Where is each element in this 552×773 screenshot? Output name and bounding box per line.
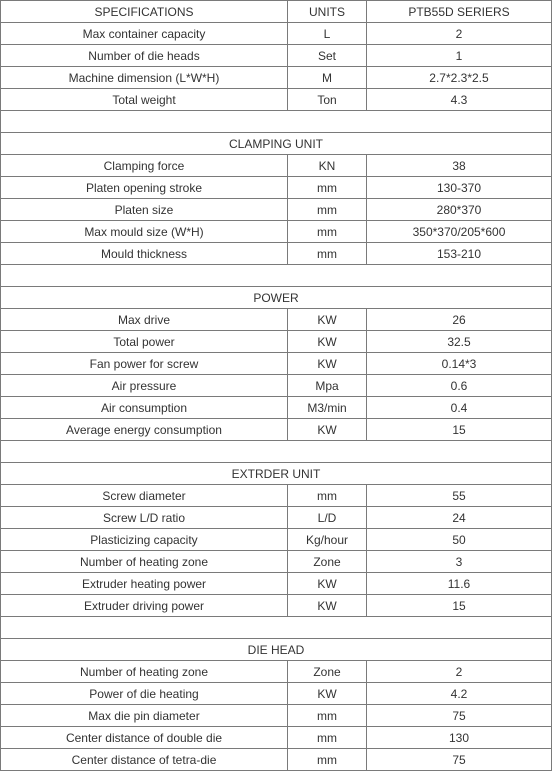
section-header-row (1, 639, 552, 661)
value-cell: 0.4 (367, 397, 552, 419)
spec-cell: Number of heating zone (1, 661, 288, 683)
table-row (1, 353, 552, 375)
spec-cell: Fan power for screw (1, 353, 288, 375)
unit-cell: mm (288, 177, 367, 199)
table-row (1, 45, 552, 67)
table-row (1, 177, 552, 199)
section-header-row (1, 133, 552, 155)
spec-cell: Air consumption (1, 397, 288, 419)
value-cell: 2.7*2.3*2.5 (367, 67, 552, 89)
spec-cell: Max die pin diameter (1, 705, 288, 727)
spec-cell: Screw diameter (1, 485, 288, 507)
table-row (1, 705, 552, 727)
spec-cell: Screw L/D ratio (1, 507, 288, 529)
table-row (1, 221, 552, 243)
spec-cell: Total power (1, 331, 288, 353)
value-cell: 38 (367, 155, 552, 177)
spacer-row (1, 441, 552, 463)
spec-cell: Plasticizing capacity (1, 529, 288, 551)
specifications-table-body (1, 1, 552, 771)
value-cell: 15 (367, 419, 552, 441)
unit-cell: mm (288, 485, 367, 507)
spec-cell: Center distance of tetra-die (1, 749, 288, 771)
table-header-row (1, 1, 552, 23)
table-row (1, 595, 552, 617)
unit-cell: L (288, 23, 367, 45)
unit-cell: mm (288, 243, 367, 265)
spec-cell: Number of heating zone (1, 551, 288, 573)
unit-cell: KW (288, 573, 367, 595)
table-row (1, 573, 552, 595)
spec-cell: Number of die heads (1, 45, 288, 67)
header-model: PTB55D SERIERS (367, 1, 552, 23)
unit-cell: KW (288, 683, 367, 705)
value-cell: 0.14*3 (367, 353, 552, 375)
spec-cell: Max container capacity (1, 23, 288, 45)
spec-cell: Power of die heating (1, 683, 288, 705)
section-header-row (1, 287, 552, 309)
spec-cell: Platen opening stroke (1, 177, 288, 199)
unit-cell: Ton (288, 89, 367, 111)
unit-cell: KW (288, 595, 367, 617)
value-cell: 2 (367, 23, 552, 45)
unit-cell: L/D (288, 507, 367, 529)
unit-cell: Mpa (288, 375, 367, 397)
spec-cell: Clamping force (1, 155, 288, 177)
table-row (1, 397, 552, 419)
value-cell: 50 (367, 529, 552, 551)
spacer-row (1, 111, 552, 133)
table-row (1, 199, 552, 221)
value-cell: 15 (367, 595, 552, 617)
table-row (1, 661, 552, 683)
spacer-row (1, 617, 552, 639)
table-row (1, 551, 552, 573)
section-title: POWER (1, 287, 552, 309)
table-row (1, 485, 552, 507)
table-row (1, 749, 552, 771)
value-cell: 153-210 (367, 243, 552, 265)
spec-cell: Average energy consumption (1, 419, 288, 441)
value-cell: 350*370/205*600 (367, 221, 552, 243)
value-cell: 75 (367, 705, 552, 727)
table-row (1, 243, 552, 265)
section-title: CLAMPING UNIT (1, 133, 552, 155)
spec-cell: Mould thickness (1, 243, 288, 265)
table-row (1, 683, 552, 705)
spec-cell: Extruder driving power (1, 595, 288, 617)
unit-cell: KW (288, 331, 367, 353)
unit-cell: Kg/hour (288, 529, 367, 551)
value-cell: 11.6 (367, 573, 552, 595)
value-cell: 4.2 (367, 683, 552, 705)
unit-cell: mm (288, 749, 367, 771)
unit-cell: KW (288, 419, 367, 441)
value-cell: 55 (367, 485, 552, 507)
table-row (1, 331, 552, 353)
spacer-row (1, 265, 552, 287)
unit-cell: Zone (288, 551, 367, 573)
table-row (1, 529, 552, 551)
value-cell: 75 (367, 749, 552, 771)
header-units: UNITS (288, 1, 367, 23)
value-cell: 3 (367, 551, 552, 573)
value-cell: 4.3 (367, 89, 552, 111)
spec-cell: Center distance of double die (1, 727, 288, 749)
table-row (1, 419, 552, 441)
spec-cell: Machine dimension (L*W*H) (1, 67, 288, 89)
unit-cell: KW (288, 353, 367, 375)
header-specifications: SPECIFICATIONS (1, 1, 288, 23)
table-row (1, 507, 552, 529)
value-cell: 130 (367, 727, 552, 749)
unit-cell: mm (288, 199, 367, 221)
unit-cell: M (288, 67, 367, 89)
value-cell: 1 (367, 45, 552, 67)
spacer-cell (1, 111, 552, 133)
unit-cell: Set (288, 45, 367, 67)
unit-cell: M3/min (288, 397, 367, 419)
value-cell: 2 (367, 661, 552, 683)
unit-cell: mm (288, 727, 367, 749)
value-cell: 26 (367, 309, 552, 331)
section-title: DIE HEAD (1, 639, 552, 661)
spec-cell: Extruder heating power (1, 573, 288, 595)
table-row (1, 155, 552, 177)
spacer-cell (1, 617, 552, 639)
spacer-cell (1, 441, 552, 463)
spec-cell: Platen size (1, 199, 288, 221)
spec-cell: Air pressure (1, 375, 288, 397)
unit-cell: KN (288, 155, 367, 177)
table-row (1, 89, 552, 111)
value-cell: 32.5 (367, 331, 552, 353)
spacer-cell (1, 265, 552, 287)
spec-cell: Max mould size (W*H) (1, 221, 288, 243)
table-row (1, 23, 552, 45)
table-row (1, 309, 552, 331)
value-cell: 130-370 (367, 177, 552, 199)
section-title: EXTRDER UNIT (1, 463, 552, 485)
unit-cell: mm (288, 705, 367, 727)
unit-cell: Zone (288, 661, 367, 683)
table-row (1, 727, 552, 749)
table-row (1, 375, 552, 397)
section-header-row (1, 463, 552, 485)
table-row (1, 67, 552, 89)
value-cell: 24 (367, 507, 552, 529)
unit-cell: KW (288, 309, 367, 331)
spec-cell: Total weight (1, 89, 288, 111)
value-cell: 280*370 (367, 199, 552, 221)
unit-cell: mm (288, 221, 367, 243)
spec-cell: Max drive (1, 309, 288, 331)
value-cell: 0.6 (367, 375, 552, 397)
